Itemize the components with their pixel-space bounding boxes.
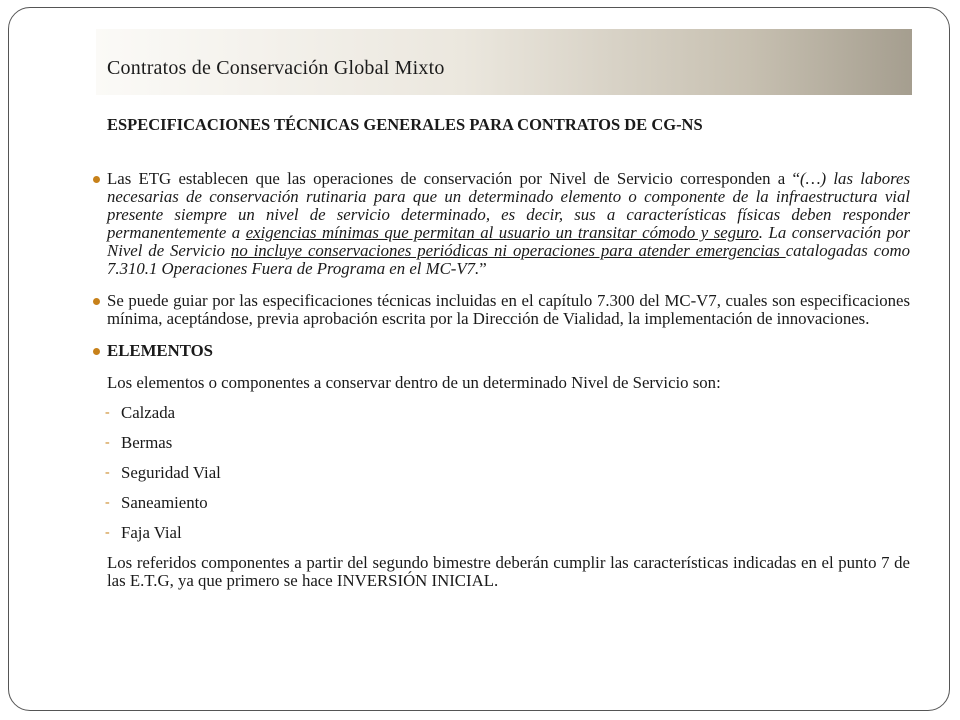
closing-paragraph: Los referidos componentes a partir del segundo bimestre deberán cumplir las características indicadas en el punto 7 de las E.T.G, ya que primero se hace INVERSIÓN INICIAL. bbox=[107, 553, 910, 590]
dash-bullet-icon: - bbox=[105, 465, 110, 480]
elements-intro: Los elementos o componentes a conservar dentro de un determinado Nivel de Servicio son: bbox=[107, 373, 721, 392]
quote-text: . La conservación por Nivel de Servicio bbox=[107, 223, 910, 260]
list-item bbox=[107, 434, 910, 452]
bullet-etg bbox=[107, 170, 910, 278]
quote-text: catalogadas como 7.310.1 Operaciones Fuera de Programa en el MC-V7. bbox=[107, 241, 910, 278]
section-heading: ESPECIFICACIONES TÉCNICAS GENERALES PARA CONTRATOS DE CG-NS bbox=[107, 115, 703, 134]
bullet-text-part: Las ETG establecen que las operaciones de conservación por Nivel de Servicio corresponden a “ bbox=[107, 169, 800, 188]
slide-content bbox=[107, 116, 910, 590]
list-item-label: Faja Vial bbox=[121, 523, 182, 542]
underlined-text: exigencias mínimas que permitan al usuario un transitar cómodo y seguro bbox=[245, 223, 759, 242]
slide-title: Contratos de Conservación Global Mixto bbox=[107, 57, 445, 79]
list-item-label: Calzada bbox=[121, 403, 176, 422]
dash-bullet-icon: - bbox=[105, 495, 110, 510]
dash-bullet-icon: - bbox=[105, 435, 110, 450]
elements-list bbox=[107, 404, 910, 542]
list-item-label: Saneamiento bbox=[121, 493, 208, 512]
closing-quote: ” bbox=[479, 259, 487, 278]
bullet-text: Se puede guiar por las especificaciones técnicas incluidas en el capítulo 7.300 del MC-V7, cuales son especificaciones mínima, aceptándose, previa aprobación escrita por la Dirección de Vialidad, la implementación de innovaciones. bbox=[107, 291, 910, 328]
bullet-elements bbox=[107, 342, 910, 360]
bullet-dot-icon bbox=[93, 298, 100, 305]
title-bar bbox=[96, 29, 912, 95]
quote-text: (…) las labores necesarias de conservación rutinaria para que un determinado elemento o componente de la infraestructura vial presente siempre un nivel de servicio determinado, es decir, sus a características físicas deben responder permanentemente a bbox=[107, 169, 910, 242]
bullet-dot-icon bbox=[93, 176, 100, 183]
bullet-dot-icon bbox=[93, 348, 100, 355]
dash-bullet-icon: - bbox=[105, 405, 110, 420]
list-item bbox=[107, 524, 910, 542]
list-item bbox=[107, 464, 910, 482]
list-item bbox=[107, 404, 910, 422]
list-item-label: Bermas bbox=[121, 433, 173, 452]
underlined-text: no incluye conservaciones periódicas ni operaciones para atender emergencias bbox=[230, 241, 786, 260]
elements-heading: ELEMENTOS bbox=[107, 341, 214, 360]
bullet-specs bbox=[107, 292, 910, 328]
list-item bbox=[107, 494, 910, 512]
list-item-label: Seguridad Vial bbox=[121, 463, 221, 482]
dash-bullet-icon: - bbox=[105, 525, 110, 540]
